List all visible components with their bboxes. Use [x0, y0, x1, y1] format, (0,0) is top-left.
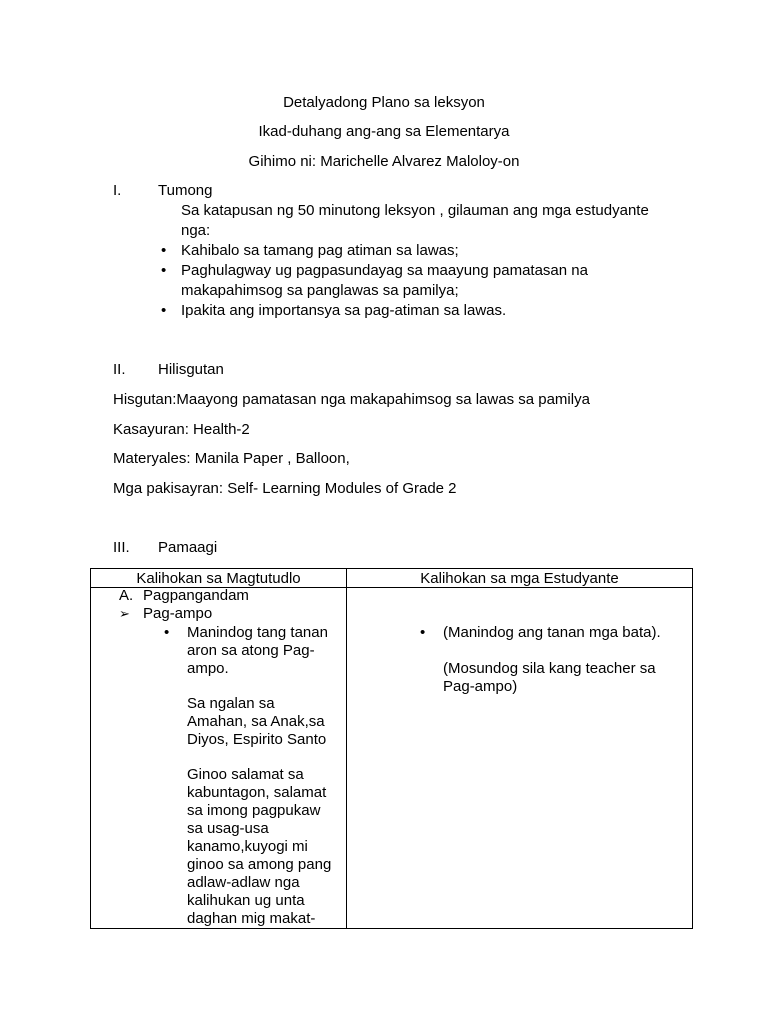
arrow-bullet-icon: ➢ — [119, 606, 130, 621]
teacher-line: ampo. — [187, 660, 229, 677]
teacher-line: kanamo,kuyogi mi — [187, 838, 308, 855]
document-subtitle: Ikad-duhang ang-ang sa Elementarya — [258, 123, 510, 140]
section1-heading: Tumong — [158, 182, 213, 199]
materials-line: Materyales: Manila Paper , Balloon, — [113, 450, 350, 467]
student-line: (Mosundog sila kang teacher sa — [443, 660, 656, 677]
objective-1: Kahibalo sa tamang pag atiman sa lawas; — [181, 242, 459, 259]
bullet-icon: • — [420, 624, 426, 641]
teacher-line: Diyos, Espirito Santo — [187, 731, 327, 748]
student-line: Pag-ampo) — [443, 678, 518, 695]
section3-numeral: III. — [113, 539, 130, 556]
section1-numeral: I. — [113, 182, 122, 199]
teacher-line: kalihukan ug unta — [187, 892, 305, 909]
references-line: Mga pakisayran: Self- Learning Modules of Grade 2 — [113, 480, 457, 497]
teacher-activity-cell — [91, 588, 347, 929]
teacher-line: Sa ngalan sa — [187, 695, 275, 712]
objective-2-line1: Paghulagway ug pagpasundayag sa maayung pamatasan na — [181, 262, 588, 279]
bullet-icon: • — [164, 624, 170, 641]
teacher-line: aron sa atong Pag- — [187, 642, 315, 659]
teacher-line: kabuntagon, salamat — [187, 784, 327, 801]
procedure-table — [90, 568, 693, 929]
subject-line: Kasayuran: Health-2 — [113, 421, 250, 438]
table-row — [91, 588, 693, 929]
topic-line: Hisgutan:Maayong pamatasan nga makapahimsog sa lawas sa pamilya — [113, 391, 590, 408]
table-header-row — [91, 569, 693, 588]
document-author: Gihimo ni: Marichelle Alvarez Maloloy-on — [248, 153, 520, 170]
teacher-line: Manindog tang tanan — [187, 624, 328, 641]
student-activity-cell — [347, 588, 693, 929]
section2-numeral: II. — [113, 361, 126, 378]
teacher-line: Ginoo salamat sa — [187, 766, 304, 783]
document-title: Detalyadong Plano sa leksyon — [283, 94, 485, 111]
sub-item-prayer: Pag-ampo — [143, 605, 213, 622]
section1-intro-line1: Sa katapusan ng 50 minutong leksyon , gilauman ang mga estudyante — [181, 202, 649, 219]
item-a-label: A. — [119, 588, 134, 604]
teacher-line: daghan mig makat- — [187, 910, 316, 927]
student-column-header: Kalihokan sa mga Estudyante — [347, 569, 693, 588]
bullet-icon: • — [161, 242, 167, 259]
teacher-line: ginoo sa among pang — [187, 856, 332, 873]
teacher-line: sa usag-usa — [187, 820, 269, 837]
student-line: (Manindog ang tanan mga bata). — [443, 624, 661, 641]
bullet-icon: • — [161, 302, 167, 319]
item-a-text: Pagpangandam — [143, 588, 249, 604]
section3-heading: Pamaagi — [158, 539, 218, 556]
objective-2-line2: makapahimsog sa panglawas sa pamilya; — [181, 282, 459, 299]
teacher-line: sa imong pagpukaw — [187, 802, 321, 819]
section1-intro-line2: nga: — [181, 222, 211, 239]
teacher-line: adlaw-adlaw nga — [187, 874, 300, 891]
section2-heading: Hilisgutan — [158, 361, 224, 378]
teacher-line: Amahan, sa Anak,sa — [187, 713, 325, 730]
objective-3: Ipakita ang importansya sa pag-atiman sa lawas. — [181, 302, 507, 319]
bullet-icon: • — [161, 262, 167, 279]
teacher-column-header: Kalihokan sa Magtutudlo — [91, 569, 347, 588]
